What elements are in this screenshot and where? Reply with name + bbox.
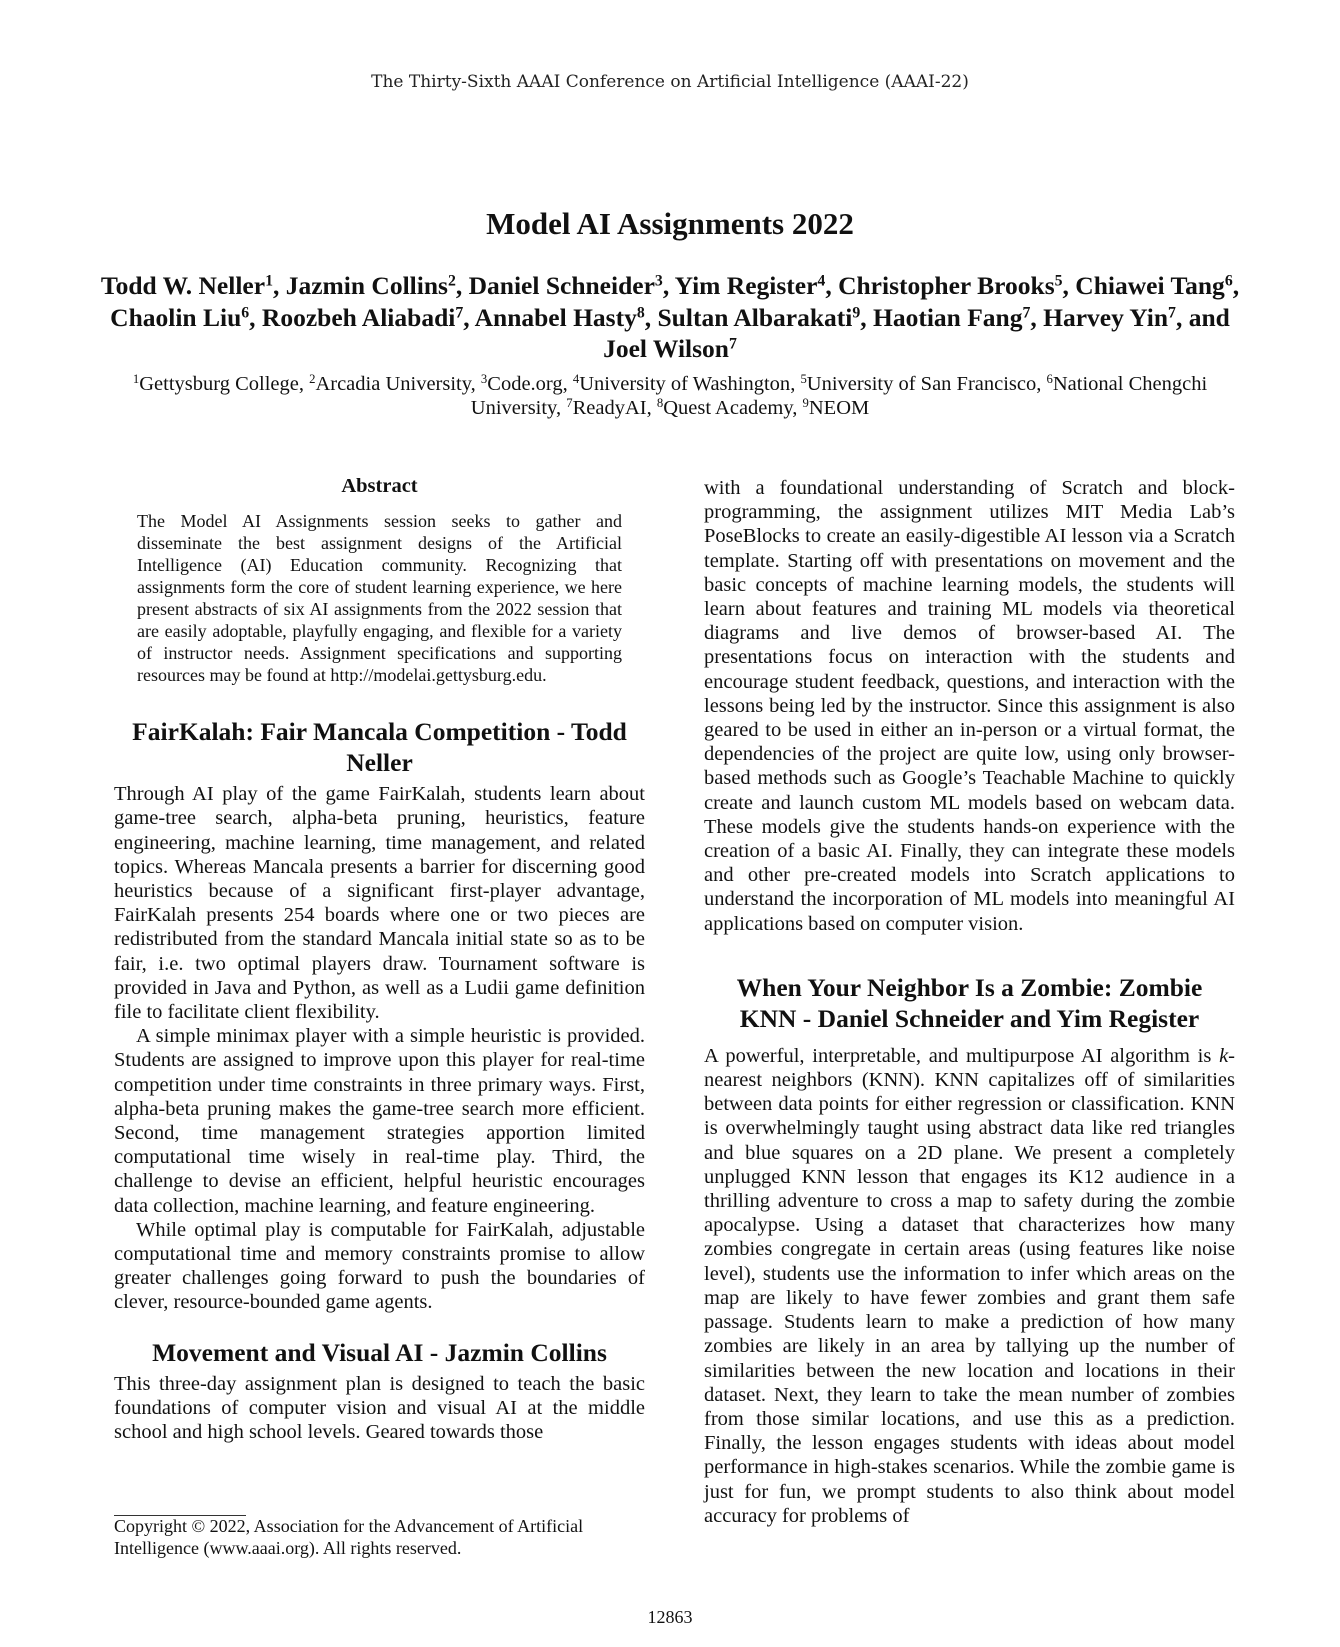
movement-paragraph-start: This three-day assignment plan is designed to teach the basic foundations of computer vision and visual AI at the middle school and high school levels. Geared towards those <box>114 1372 645 1444</box>
affiliation-separator: , <box>792 397 803 419</box>
author-name: Joel Wilson <box>603 334 729 363</box>
author-separator: , <box>1030 302 1044 332</box>
author-name: Daniel Schneider <box>468 271 655 300</box>
author-list <box>100 270 1240 365</box>
section-heading-zombie-knn: When Your Neighbor Is a Zombie: Zombie KNN - Daniel Schneider and Yim Register <box>736 972 1203 1033</box>
author-separator: , <box>1062 271 1076 300</box>
affiliation-list <box>100 372 1240 420</box>
author-separator: , <box>1232 271 1240 300</box>
section-heading-fairkalah: FairKalah: Fair Mancala Competition - Todd Neller <box>132 717 627 778</box>
author-name: Annabel Hasty <box>474 302 637 332</box>
movement-paragraph-continued: with a foundational understanding of Scratch and block-programming, the assignment utilizes MIT Media Lab’s PoseBlocks to create an easily-digestible AI lesson via a Scratch template. Starting off with presentations on movement and the basic concepts of machine learning models, the students will learn about features and training ML models via theoretical diagrams and live demos of browser-based AI. The presentations focus on interaction with the students and encourage student feedback, questions, and interaction with the lessons being led by the instructor. Since this assignment is also geared to be used in either an in-person or a virtual format, the dependencies of the project are quite low, using only browser-based methods such as Google’s Teachable Machine to quickly create and launch custom ML models based on webcam data. These models give the students hands-on experience with the creation of a basic AI. Finally, they can integrate these models and other pre-created models into Scratch applications to understand the incorporation of ML models into meaningful AI applications based on computer vision. <box>704 477 1235 935</box>
left-column <box>114 474 645 1444</box>
affiliation-number: 1 <box>132 372 140 387</box>
affiliation-separator: , <box>298 373 310 395</box>
affiliation-number: 3 <box>480 372 488 387</box>
affiliation-separator: , <box>470 373 481 395</box>
author-affiliation-marker: 1 <box>265 272 273 290</box>
author-separator: , <box>662 271 675 300</box>
zombie-paragraph-body: -nearest neighbors (KNN). KNN capitalizes off of similarities between data points for either regression or classification. KNN is overwhelmingly taught using abstract data like red triangles and blue squares on a 2D plane. We present a completely unplugged KNN lesson that engages its K12 audience in a thrilling adventure to cross a map to safety during the zombie apocalypse. Using a dataset that characterizes how many zombies congregate in certain areas (using features like noise level), students use the information to infer which areas on the map are likely to have fewer zombies and grant them safe passage. Students learn to make a prediction of how many zombies are likely in an area by tallying up the number of similarities between the new location and locations in their dataset. Next, they learn to take the mean number of zombies from those similar locations, and use this as a prediction. Finally, the lesson engages students with ideas about model performance in high-stakes scenarios. While the zombie game is just for fun, we prompt students to also think about model accuracy for problems of <box>704 1044 1235 1527</box>
abstract-text: The Model AI Assignments session seeks to gather and disseminate the best assignment designs of the Artificial Intelligence (AI) Education community. Recognizing that assignments form the core of student learning experience, we here present abstracts of six AI assignments from the 2022 session that are easily adoptable, playfully engaging, and flexible for a variety of instructor needs. Assignment specifications and supporting resources may be found at http://modelai.gettysburg.edu. <box>137 511 622 686</box>
author-affiliation-marker: 9 <box>852 303 861 321</box>
affiliation-name: Code.org <box>487 373 563 395</box>
author-affiliation-marker: 7 <box>1168 303 1176 321</box>
copyright-footnote: Copyright © 2022, Association for the Advancement of Artificial Intelligence (www.aaai.org). All rights reserved. <box>114 1516 584 1558</box>
author-separator: , <box>860 302 874 332</box>
author-name: Harvey Yin <box>1043 302 1169 332</box>
zombie-paragraph-1 <box>704 1044 1235 1528</box>
author-name: Jazmin Collins <box>285 271 448 300</box>
affiliation-name: Arcadia University <box>315 373 471 395</box>
author-name: Chiawei Tang <box>1075 271 1225 300</box>
author-affiliation-marker: 4 <box>817 272 826 290</box>
affiliation-separator: , <box>790 373 801 395</box>
fairkalah-paragraph-2: A simple minimax player with a simple heuristic is provided. Students are assigned to improve upon this player for real-time competition under time constraints in three primary ways. First, alpha-beta pruning makes the game-tree search more efficient. Second, time management strategies apportion limited computational time wisely in real-time play. Third, the challenge to devise an efficient, helpful heuristic encourages data collection, machine learning, and feature engineering. <box>114 1025 645 1217</box>
author-separator: , <box>249 302 262 332</box>
author-affiliation-marker: 7 <box>455 303 464 321</box>
author-name: Sultan Albarakati <box>657 302 853 332</box>
author-name: Todd W. Neller <box>100 271 266 300</box>
affiliation-number: 7 <box>566 396 573 411</box>
author-affiliation-marker: 8 <box>636 303 645 321</box>
affiliation-number: 4 <box>572 372 580 387</box>
author-name: Roozbeh Aliabadi <box>261 302 456 332</box>
author-name: Yim Register <box>674 271 818 300</box>
affiliation-separator: , <box>555 397 567 419</box>
author-affiliation-marker: 2 <box>447 272 456 290</box>
affiliation-number: 5 <box>800 372 807 387</box>
zombie-paragraph-lead: A powerful, interpretable, and multipurpose AI algorithm is <box>704 1044 1220 1067</box>
affiliation-number: 9 <box>802 396 809 411</box>
author-affiliation-marker: 7 <box>1022 303 1031 321</box>
affiliation-separator: , <box>646 397 657 419</box>
affiliation-name: ReadyAI <box>572 397 647 419</box>
author-affiliation-marker: 6 <box>241 303 250 321</box>
author-separator: , <box>825 271 839 300</box>
author-name: Haotian Fang <box>873 302 1023 332</box>
right-column <box>704 476 1235 1528</box>
author-affiliation-marker: 6 <box>1224 272 1233 290</box>
affiliation-name: Gettysburg College <box>139 373 299 395</box>
author-affiliation-marker: 7 <box>728 335 737 353</box>
author-name: Chaolin Liu <box>110 302 242 332</box>
author-separator: , <box>455 271 469 300</box>
affiliation-name: University of Washington <box>579 373 791 395</box>
affiliation-number: 8 <box>656 396 664 411</box>
section-heading-movement: Movement and Visual AI - Jazmin Collins <box>152 1337 607 1367</box>
affiliation-number: 6 <box>1046 372 1053 387</box>
author-affiliation-marker: 5 <box>1054 272 1063 290</box>
running-head: The Thirty-Sixth AAAI Conference on Artificial Intelligence (AAAI-22) <box>371 72 969 92</box>
abstract-heading: Abstract <box>341 475 418 497</box>
k-variable: k <box>1219 1044 1229 1067</box>
affiliation-separator: , <box>562 373 573 395</box>
affiliation-name: University of San Francisco <box>806 373 1037 395</box>
author-separator: , <box>272 271 286 300</box>
author-separator: , <box>644 302 658 332</box>
author-affiliation-marker: 3 <box>654 272 663 290</box>
author-name: Christopher Brooks <box>838 271 1055 300</box>
affiliation-name: NEOM <box>808 397 870 419</box>
affiliation-number: 2 <box>309 372 316 387</box>
affiliation-name: Quest Academy <box>663 397 793 419</box>
fairkalah-paragraph-1: Through AI play of the game FairKalah, students learn about game-tree search, alpha-beta pruning, heuristics, feature engineering, machine learning, time management, and related topics. Whereas Mancala presents a barrier for discerning good heuristics because of a significant first-player advantage, FairKalah presents 254 boards where one or two pieces are redistributed from the standard Mancala initial state so as to be fair, i.e. two optimal players draw. Tournament software is provided in Java and Python, as well as a Ludii game definition file to facilitate client flexibility. <box>114 783 645 1024</box>
fairkalah-paragraph-3: While optimal play is computable for FairKalah, adjustable computational time and memory constraints promise to allow greater challenges going forward to push the boundaries of clever, resource-bounded game agents. <box>114 1218 645 1314</box>
author-separator: , <box>463 302 475 332</box>
affiliation-name: National Chengchi University <box>470 373 1208 419</box>
affiliation-separator: , <box>1036 373 1047 395</box>
author-separator: , and <box>1175 302 1230 332</box>
page-number: 12863 <box>647 1607 693 1627</box>
paper-title: Model AI Assignments 2022 <box>486 206 854 241</box>
